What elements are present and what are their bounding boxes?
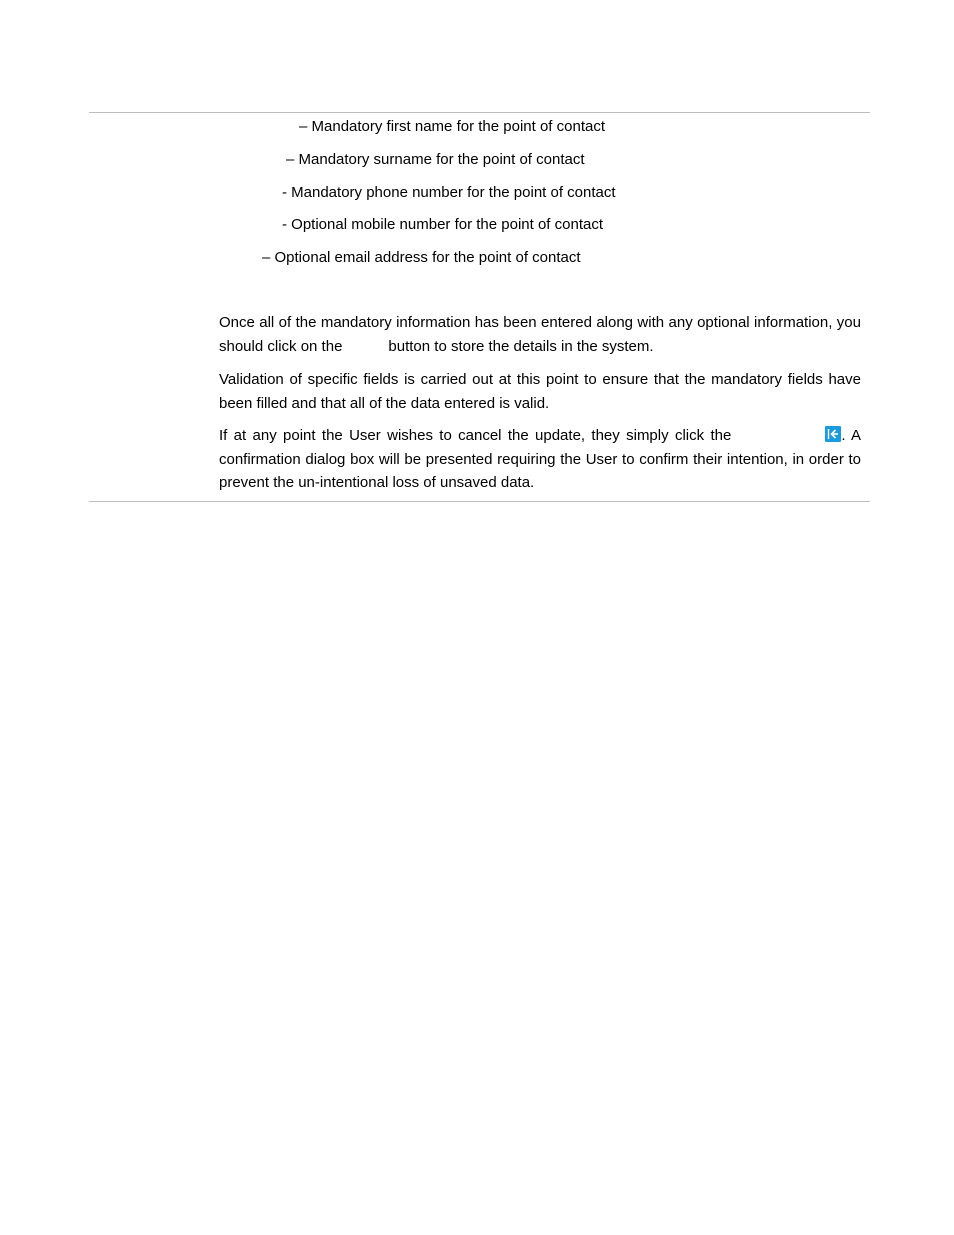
back-arrow-icon <box>825 426 841 442</box>
save-instructions-before: Once all of the mandatory information has been entered along with any optional information, you should click on the <box>219 314 861 355</box>
field-surname-text: – Mandatory surname for the point of contact <box>286 151 585 168</box>
validation-text: Validation of specific fields is carried out at this point to ensure that the mandatory fields have been filled and that all of the data entered is valid. <box>219 371 861 412</box>
validation-paragraph <box>219 368 861 415</box>
field-email-description <box>262 249 581 267</box>
cancel-instructions-paragraph <box>219 424 861 495</box>
field-mobile-description <box>282 216 603 234</box>
field-first-name-description <box>299 118 605 136</box>
cancel-instructions-before: If at any point the User wishes to cancel the update, they simply click the <box>219 427 732 444</box>
field-mobile-text: - Optional mobile number for the point of contact <box>282 216 604 233</box>
field-first-name-text: – Mandatory first name for the point of contact <box>299 118 605 135</box>
field-surname-description <box>286 151 585 169</box>
save-instructions-after: button to store the details in the system. <box>388 337 654 355</box>
save-instructions-paragraph <box>219 311 861 358</box>
bottom-divider <box>89 501 870 502</box>
field-email-text: – Optional email address for the point of contact <box>262 249 581 266</box>
field-phone-description <box>282 184 616 202</box>
cancel-instructions-after: . A confirmation dialog box will be presented requiring the User to confirm their intention, in order to prevent the un-intentional loss of unsaved data. <box>219 427 861 491</box>
top-divider <box>89 112 870 113</box>
field-phone-text: - Mandatory phone number for the point of contact <box>282 184 616 201</box>
